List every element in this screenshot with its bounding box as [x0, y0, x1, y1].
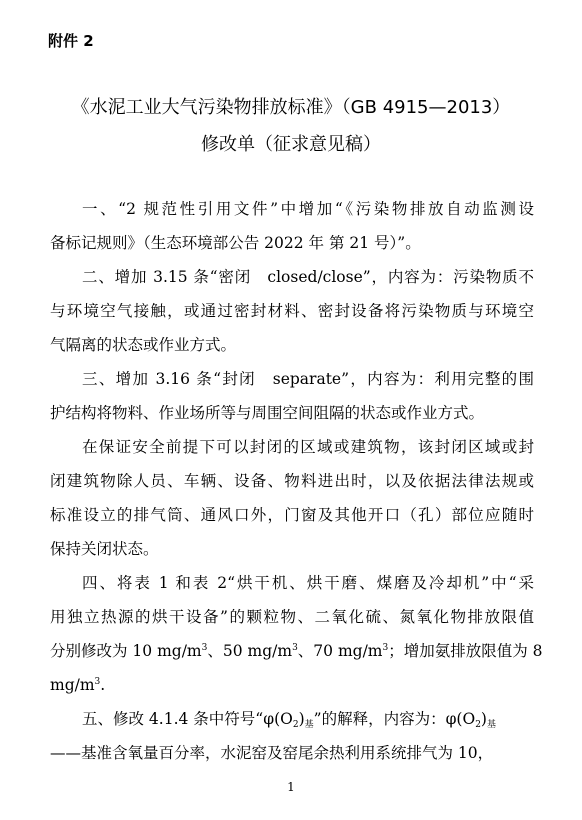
para5-line2: 用独立热源的烘干设备”的颗粒物、二氧化硫、氮氧化物排放限值 [50, 608, 534, 626]
page-number: 1 [287, 780, 295, 794]
para2-line2: 与环境空气接触，或通过密封材料、密封设备将污染物质与环境空 [50, 302, 534, 320]
document-subtitle: 修改单（征求意见稿） [201, 134, 381, 155]
para5-line4: $mg/m^3$. [50, 676, 106, 694]
document-title: 《水泥工业大气污染物排放标准》（GB 4915—2013） [71, 97, 511, 118]
para4-line3: 标准设立的排气筒、通风口外，门窗及其他开口（孔）部位应随时 [50, 506, 534, 524]
para2-line1: 二、增加 3.15 条“密闭 closed/close”，内容为：污染物质不 [82, 268, 534, 286]
para4-line2: 闭建筑物除人员、车辆、设备、物料进出时，以及依据法律法规或 [50, 472, 534, 490]
attachment-label: 附件 2 [48, 32, 94, 50]
para3-line2: 护结构将物料、作业场所等与周围空间阻隔的状态或作业方式。 [50, 404, 485, 422]
para5-line3: 分别修改为 10 $mg/m^3$、50 $mg/m^3$、70 $mg/m^3$；增加氨排放限值为 8 [50, 642, 543, 660]
para4-line4: 保持关闭状态。 [50, 540, 159, 558]
para6-line2: ——基准含氧量百分率，水泥窑及窑尾余热利用系统排气为 10， [50, 744, 494, 762]
para2-line3: 气隔离的状态或作业方式。 [50, 336, 237, 354]
para1-line2: 备标记规则》（生态环境部公告 2022 年 第 21 号）”。 [50, 234, 421, 252]
para5-line1: 四、将表 1 和表 2“烘干机、烘干磨、煤磨及冷却机”中“采 [82, 574, 534, 592]
para6-line1: 五、修改 4.1.4 条中符号“$\varphi(O_2)_基$”的解释，内容为：$\varphi(O_2)_基$ [82, 710, 496, 730]
para3-line1: 三、增加 3.16 条“封闭 separate”，内容为：利用完整的围 [82, 370, 534, 388]
para1-line1: 一、“2 规范性引用文件”中增加“《污染物排放自动监测设 [82, 200, 534, 218]
para4-line1: 在保证安全前提下可以封闭的区域或建筑物，该封闭区域或封 [82, 438, 534, 456]
